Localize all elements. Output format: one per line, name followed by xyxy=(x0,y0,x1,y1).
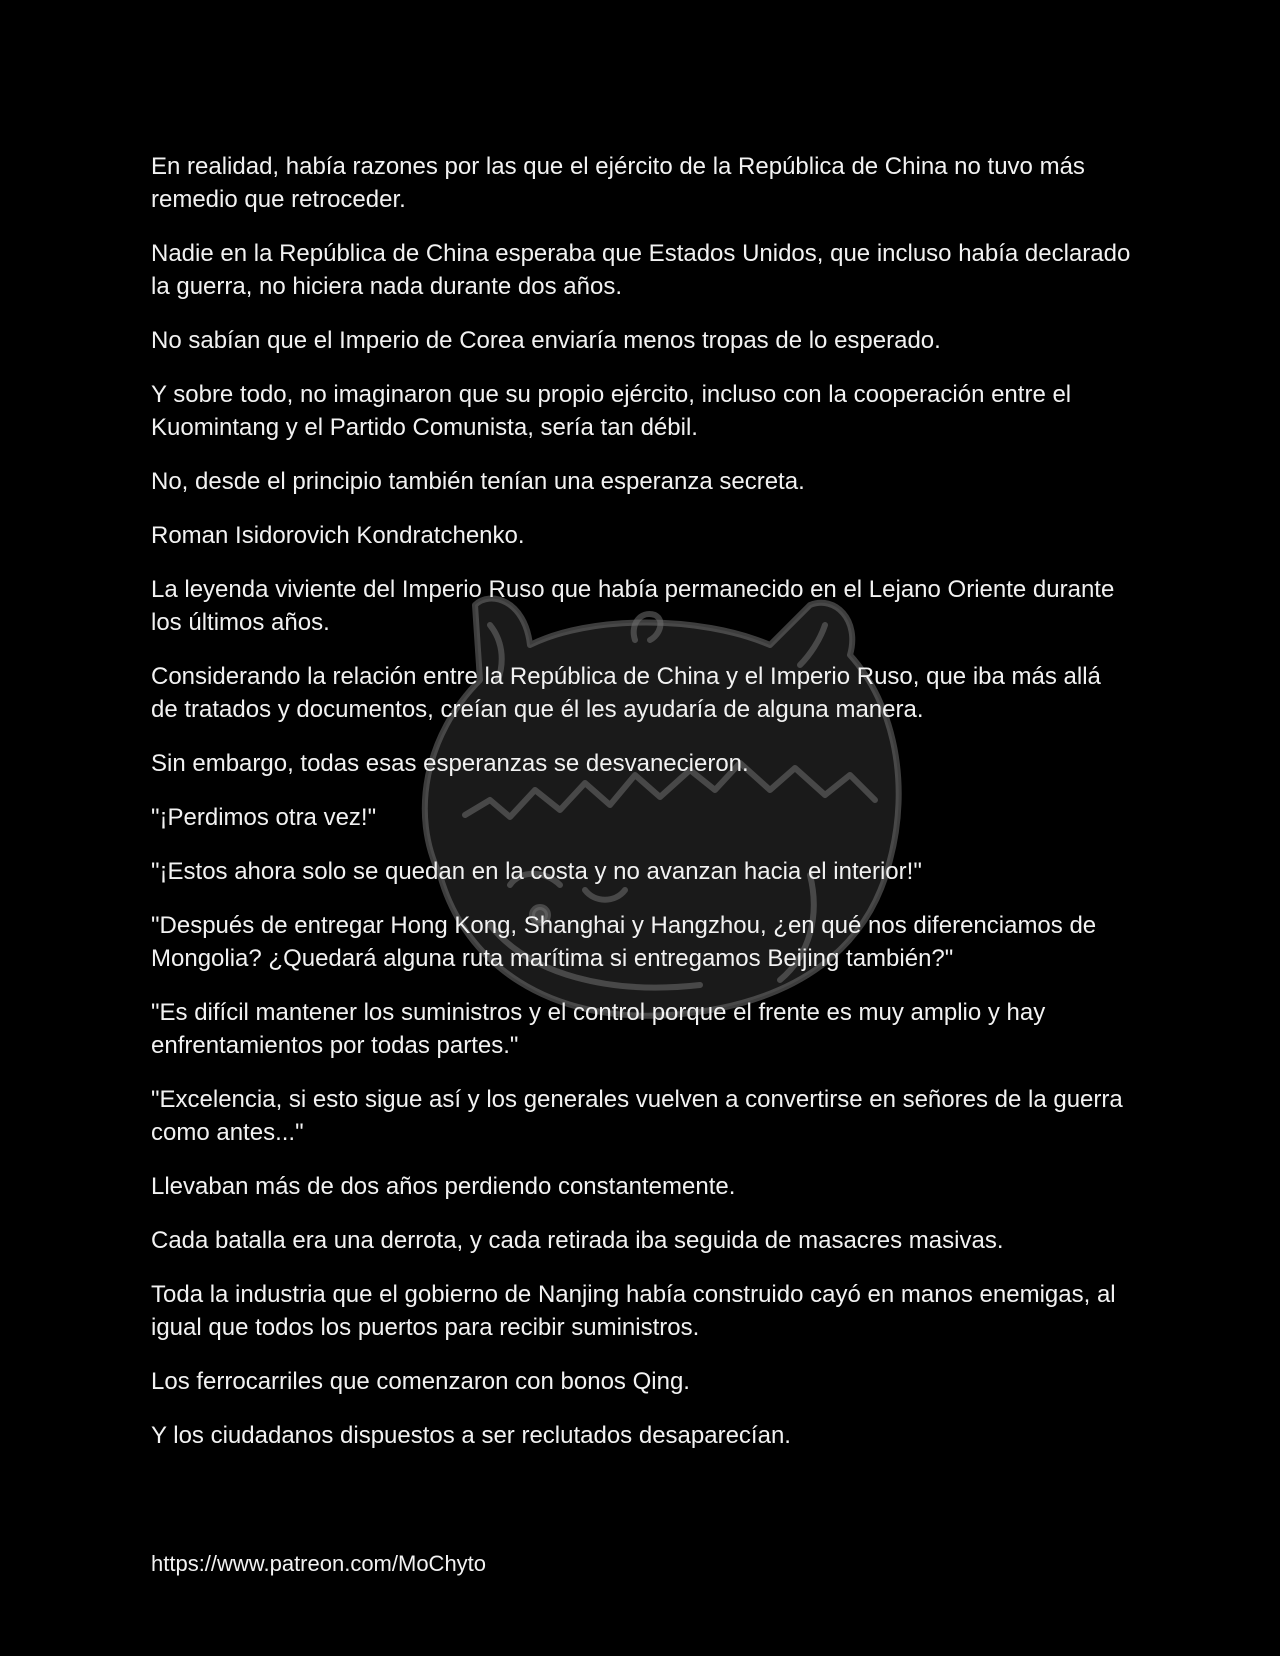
paragraph: La leyenda viviente del Imperio Ruso que había permanecido en el Lejano Oriente durante los últimos años. xyxy=(151,576,1115,636)
dialogue-paragraph: "¡Perdimos otra vez!" xyxy=(151,804,377,831)
dialogue-paragraph: "Después de entregar Hong Kong, Shanghai y Hangzhou, ¿en qué nos diferenciamos de Mongolia? ¿Quedará alguna ruta marítima si entregamos Beijing también?" xyxy=(151,912,1097,972)
paragraph: Nadie en la República de China esperaba que Estados Unidos, que incluso había declarado la guerra, no hiciera nada durante dos años. xyxy=(151,240,1131,300)
paragraph: En realidad, había razones por las que el ejército de la República de China no tuvo más remedio que retroceder. xyxy=(151,153,1085,213)
paragraph: Y los ciudadanos dispuestos a ser reclutados desaparecían. xyxy=(151,1422,791,1449)
chapter-text xyxy=(151,0,1133,1452)
paragraph: Los ferrocarriles que comenzaron con bonos Qing. xyxy=(151,1368,690,1395)
dialogue-paragraph: "Excelencia, si esto sigue así y los generales vuelven a convertirse en señores de la guerra como antes..." xyxy=(151,1086,1123,1146)
paragraph: Y sobre todo, no imaginaron que su propio ejército, incluso con la cooperación entre el Kuomintang y el Partido Comunista, sería tan débil. xyxy=(151,381,1072,441)
paragraph: No, desde el principio también tenían una esperanza secreta. xyxy=(151,468,805,495)
dialogue-paragraph: "Es difícil mantener los suministros y el control porque el frente es muy amplio y hay enfrentamientos por todas partes." xyxy=(151,999,1046,1059)
paragraph: No sabían que el Imperio de Corea enviaría menos tropas de lo esperado. xyxy=(151,327,941,354)
paragraph: Toda la industria que el gobierno de Nanjing había construido cayó en manos enemigas, al igual que todos los puertos para recibir suministros. xyxy=(151,1281,1116,1341)
patreon-link[interactable]: https://www.patreon.com/MoChyto xyxy=(151,1551,487,1576)
paragraph: Considerando la relación entre la República de China y el Imperio Ruso, que iba más allá de tratados y documentos, creían que él les ayudaría de alguna manera. xyxy=(151,663,1101,723)
paragraph: Sin embargo, todas esas esperanzas se desvanecieron. xyxy=(151,750,749,777)
paragraph: Roman Isidorovich Kondratchenko. xyxy=(151,522,525,549)
paragraph: Cada batalla era una derrota, y cada retirada iba seguida de masacres masivas. xyxy=(151,1227,1004,1254)
paragraph: Llevaban más de dos años perdiendo constantemente. xyxy=(151,1173,736,1200)
dialogue-paragraph: "¡Estos ahora solo se quedan en la costa y no avanzan hacia el interior!" xyxy=(151,858,922,885)
